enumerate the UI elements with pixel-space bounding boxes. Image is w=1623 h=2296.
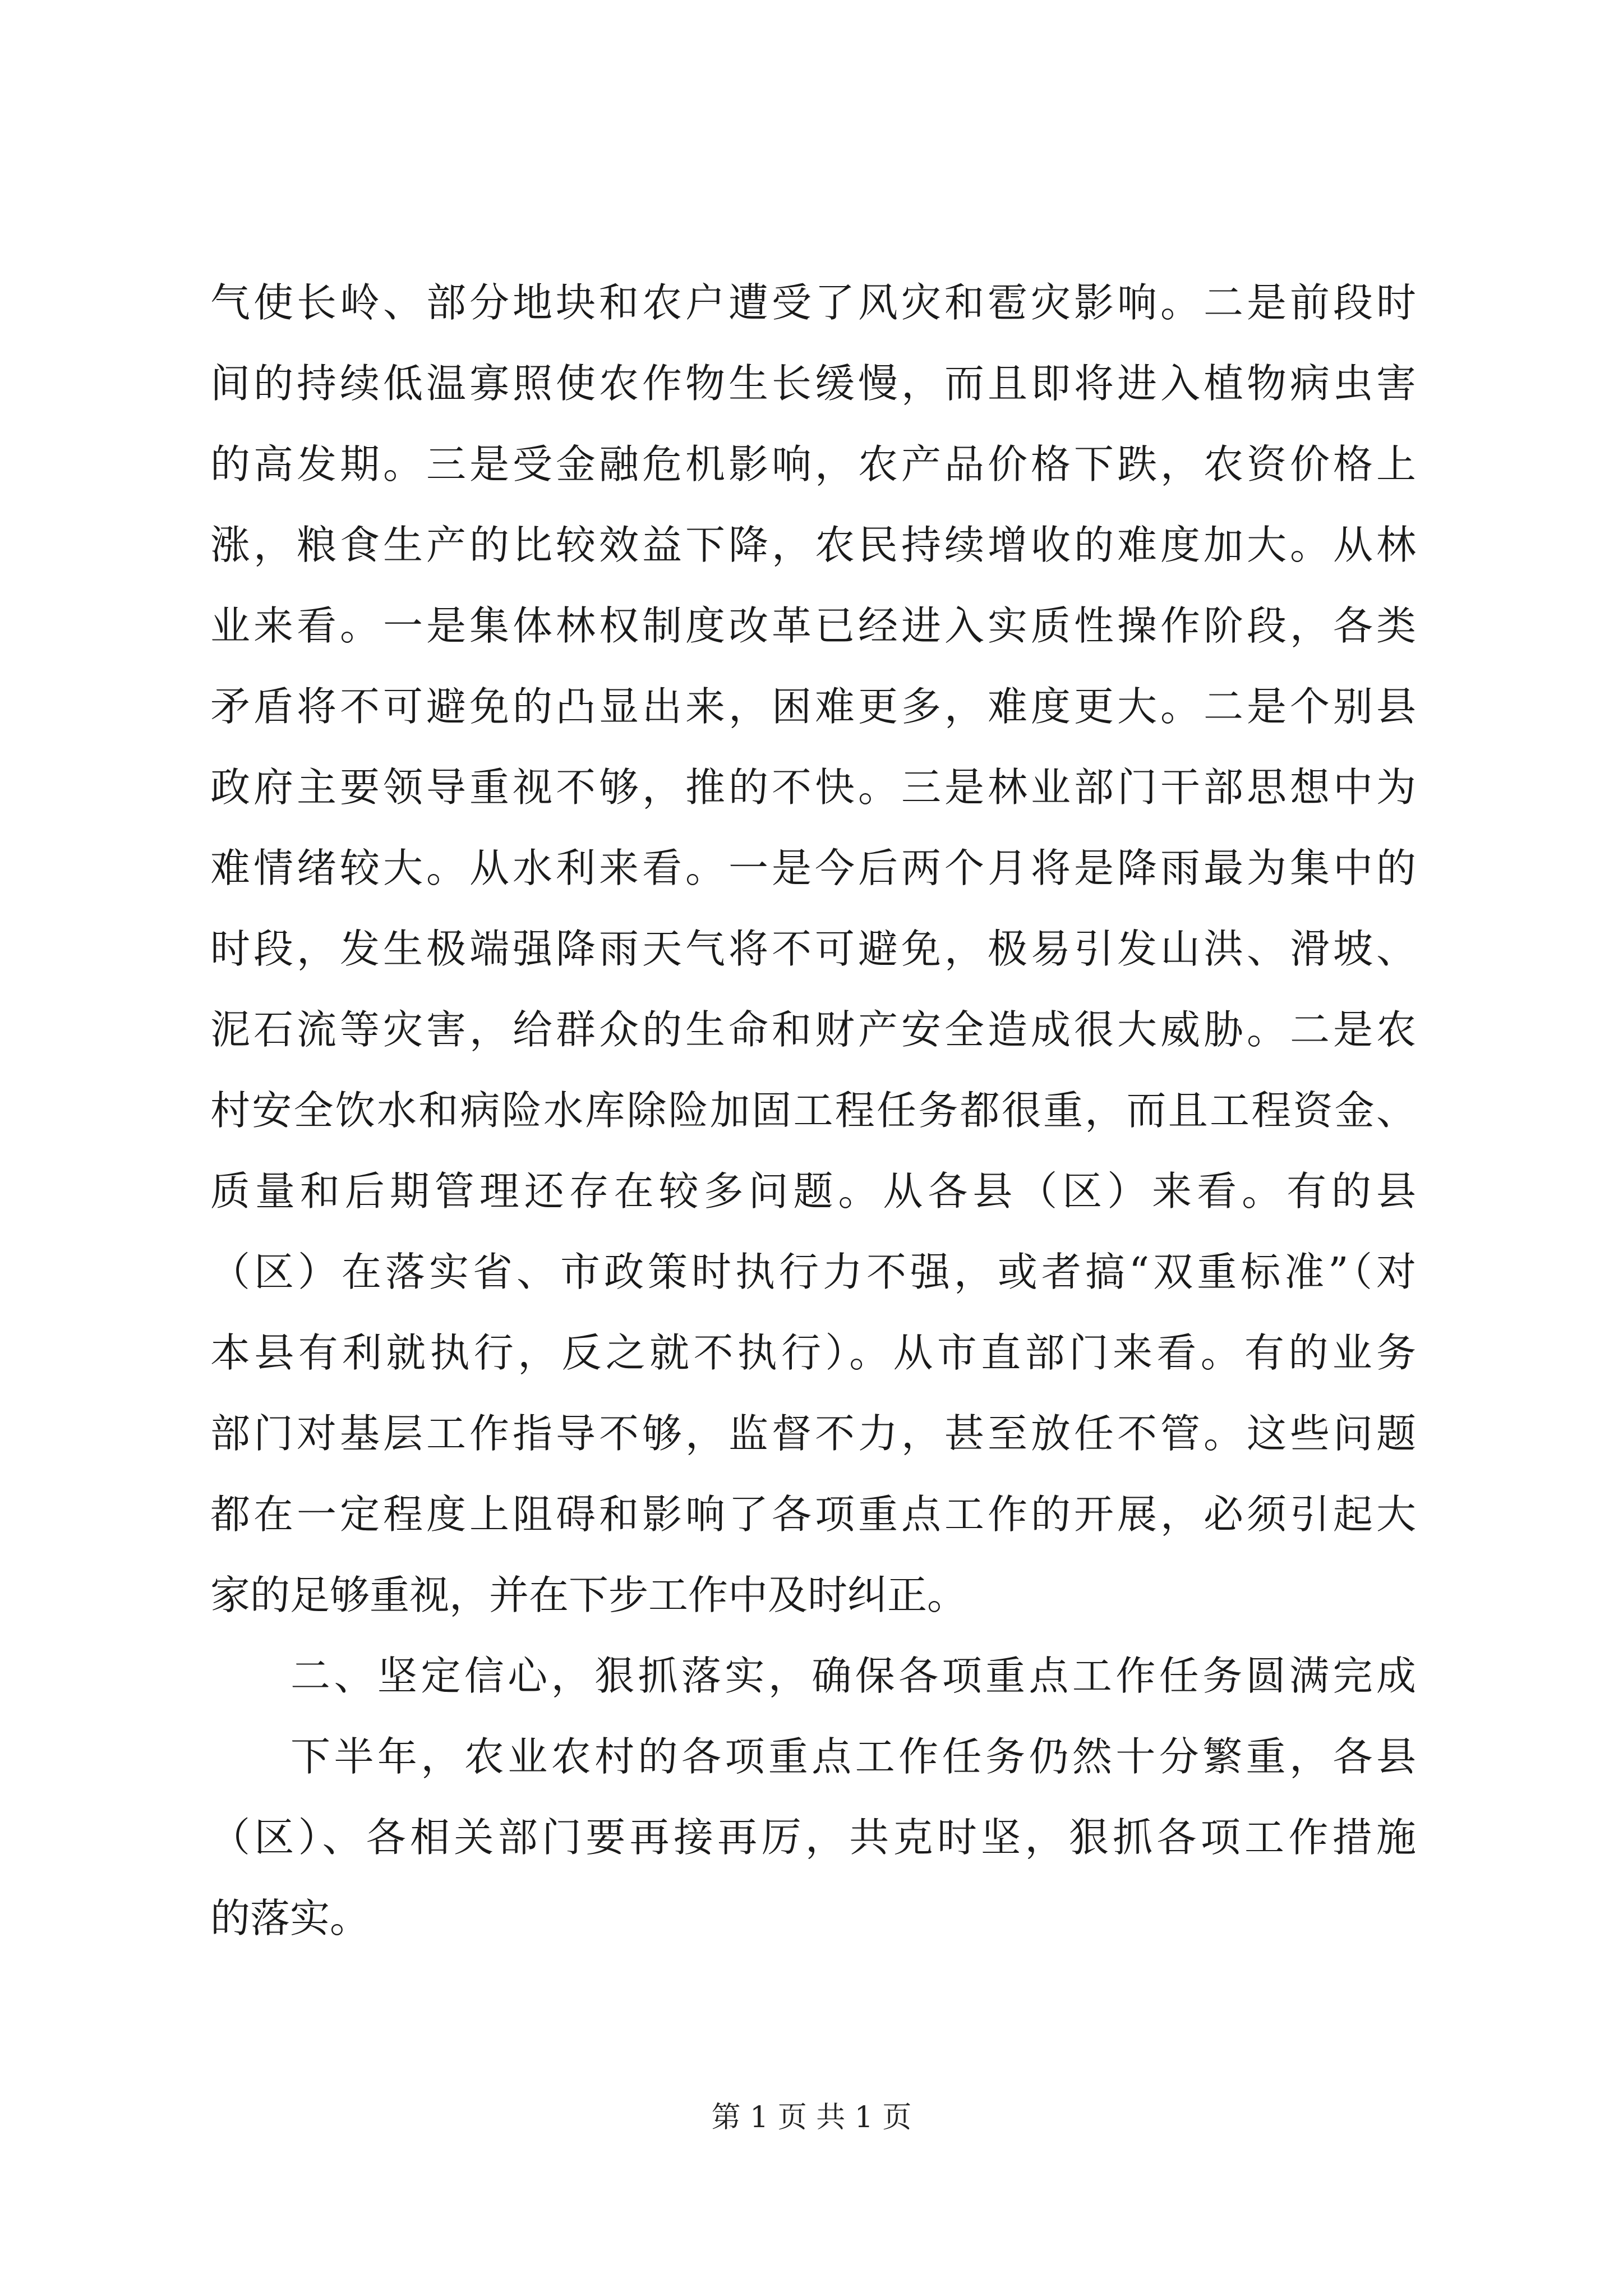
body-text-line: 质量和后期管理还存在较多问题。从各县（区）来看。有的县 [210,1168,1416,1214]
body-text-line: 都在一定程度上阻碍和影响了各项重点工作的开展，必须引起大 [210,1491,1416,1538]
body-text-line: 业来看。一是集体林权制度改革已经进入实质性操作阶段，各类 [210,602,1416,649]
paragraph-first-line: 下半年，农业农村的各项重点工作任务仍然十分繁重，各县 [291,1733,1416,1780]
body-text-line: 政府主要领导重视不够，推的不快。三是林业部门干部思想中为 [210,764,1416,811]
body-text-line: 矛盾将不可避免的凸显出来，困难更多，难度更大。二是个别县 [210,683,1416,730]
body-text-line: （区）、各相关部门要再接再厉，共克时坚，狠抓各项工作措施 [210,1814,1416,1861]
body-text-line: 泥石流等灾害，给群众的生命和财产安全造成很大威胁。二是农 [210,1006,1416,1053]
body-text-line: 村安全饮水和病险水库除险加固工程任务都很重，而且工程资金、 [210,1087,1416,1134]
body-text-line: 家的足够重视，并在下步工作中及时纠正。 [210,1572,967,1618]
body-text-line: 的落实。 [210,1895,370,1941]
body-text-line: 气使长岭、部分地块和农户遭受了风灾和雹灾影响。二是前段时 [210,279,1416,326]
body-text-line: 本县有利就执行，反之就不执行）。从市直部门来看。有的业务 [210,1329,1416,1376]
body-text-line: 部门对基层工作指导不够，监督不力，甚至放任不管。这些问题 [210,1410,1416,1457]
section-heading: 二、坚定信心，狠抓落实，确保各项重点工作任务圆满完成 [291,1653,1416,1699]
body-text-line: 时段，发生极端强降雨天气将不可避免，极易引发山洪、滑坡、 [210,926,1416,972]
body-text-line: 间的持续低温寡照使农作物生长缓慢，而且即将进入植物病虫害 [210,360,1416,407]
page-number-footer: 第 1 页 共 1 页 [711,2101,912,2134]
body-text-line: 难情绪较大。从水利来看。一是今后两个月将是降雨最为集中的 [210,845,1416,891]
body-text-line: 的高发期。三是受金融危机影响，农产品价格下跌，农资价格上 [210,441,1416,487]
body-text-line: （区）在落实省、市政策时执行力不强，或者搞“双重标准”（对 [210,1249,1416,1295]
body-text-line: 涨，粮食生产的比较效益下降，农民持续增收的难度加大。从林 [210,522,1416,568]
